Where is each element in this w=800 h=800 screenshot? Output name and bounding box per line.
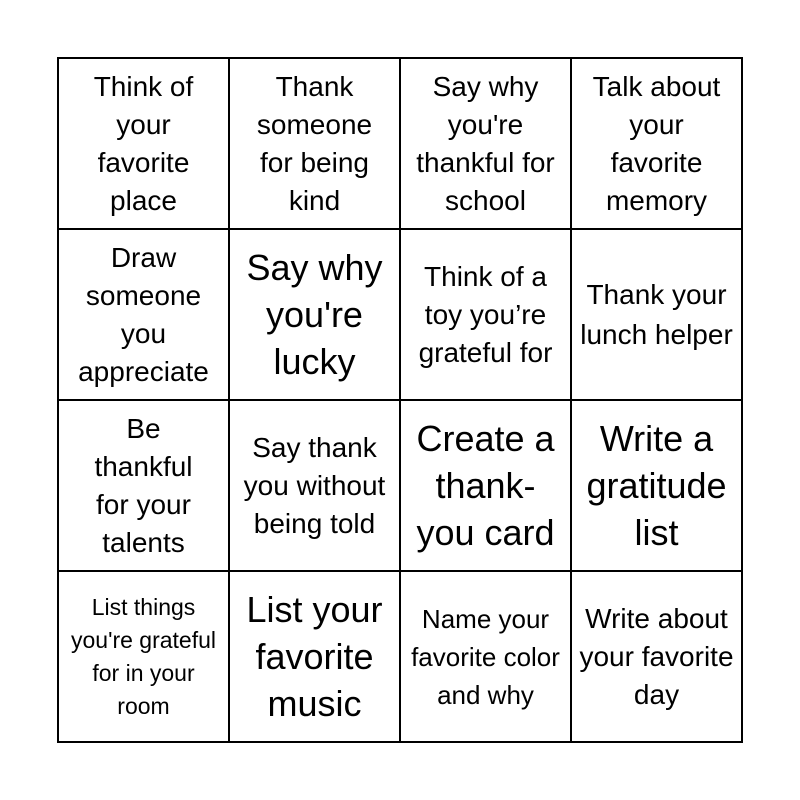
square-text: Thank your lunch helper	[580, 278, 733, 350]
bingo-square[interactable]	[401, 401, 572, 572]
square-text: Say why you're thankful for school	[416, 70, 555, 216]
square-text: Be thankful for your talents	[94, 412, 193, 558]
bingo-square[interactable]	[401, 230, 572, 401]
bingo-square[interactable]	[230, 59, 401, 230]
square-text: List your favorite music	[246, 589, 383, 724]
bingo-board	[57, 57, 743, 743]
square-text: List things you're grateful for in your room	[70, 593, 217, 719]
bingo-square[interactable]	[59, 59, 230, 230]
square-text: Think of your favorite place	[93, 70, 194, 216]
square-text: Write about your favorite day	[579, 602, 734, 710]
square-text: Talk about your favorite memory	[592, 70, 721, 216]
bingo-square[interactable]	[401, 59, 572, 230]
square-text: Say why you're lucky	[246, 247, 383, 382]
square-text: Create a thank-you card	[416, 418, 555, 553]
bingo-square[interactable]	[572, 401, 743, 572]
square-text: Think of a toy you’re grateful for	[418, 260, 553, 368]
bingo-square[interactable]	[572, 230, 743, 401]
bingo-square[interactable]	[572, 59, 743, 230]
bingo-square[interactable]	[572, 572, 743, 743]
bingo-square[interactable]	[401, 572, 572, 743]
bingo-square[interactable]	[230, 230, 401, 401]
square-text: Say thank you without being told	[243, 431, 386, 539]
bingo-square[interactable]	[230, 401, 401, 572]
square-text: Draw someone you appreciate	[78, 241, 209, 387]
bingo-square[interactable]	[59, 572, 230, 743]
square-text: Name your favorite color and why	[411, 603, 560, 710]
square-text: Write a gratitude list	[586, 418, 727, 553]
square-text: Thank someone for being kind	[256, 70, 373, 216]
bingo-square[interactable]	[59, 230, 230, 401]
bingo-square[interactable]	[59, 401, 230, 572]
bingo-square[interactable]	[230, 572, 401, 743]
